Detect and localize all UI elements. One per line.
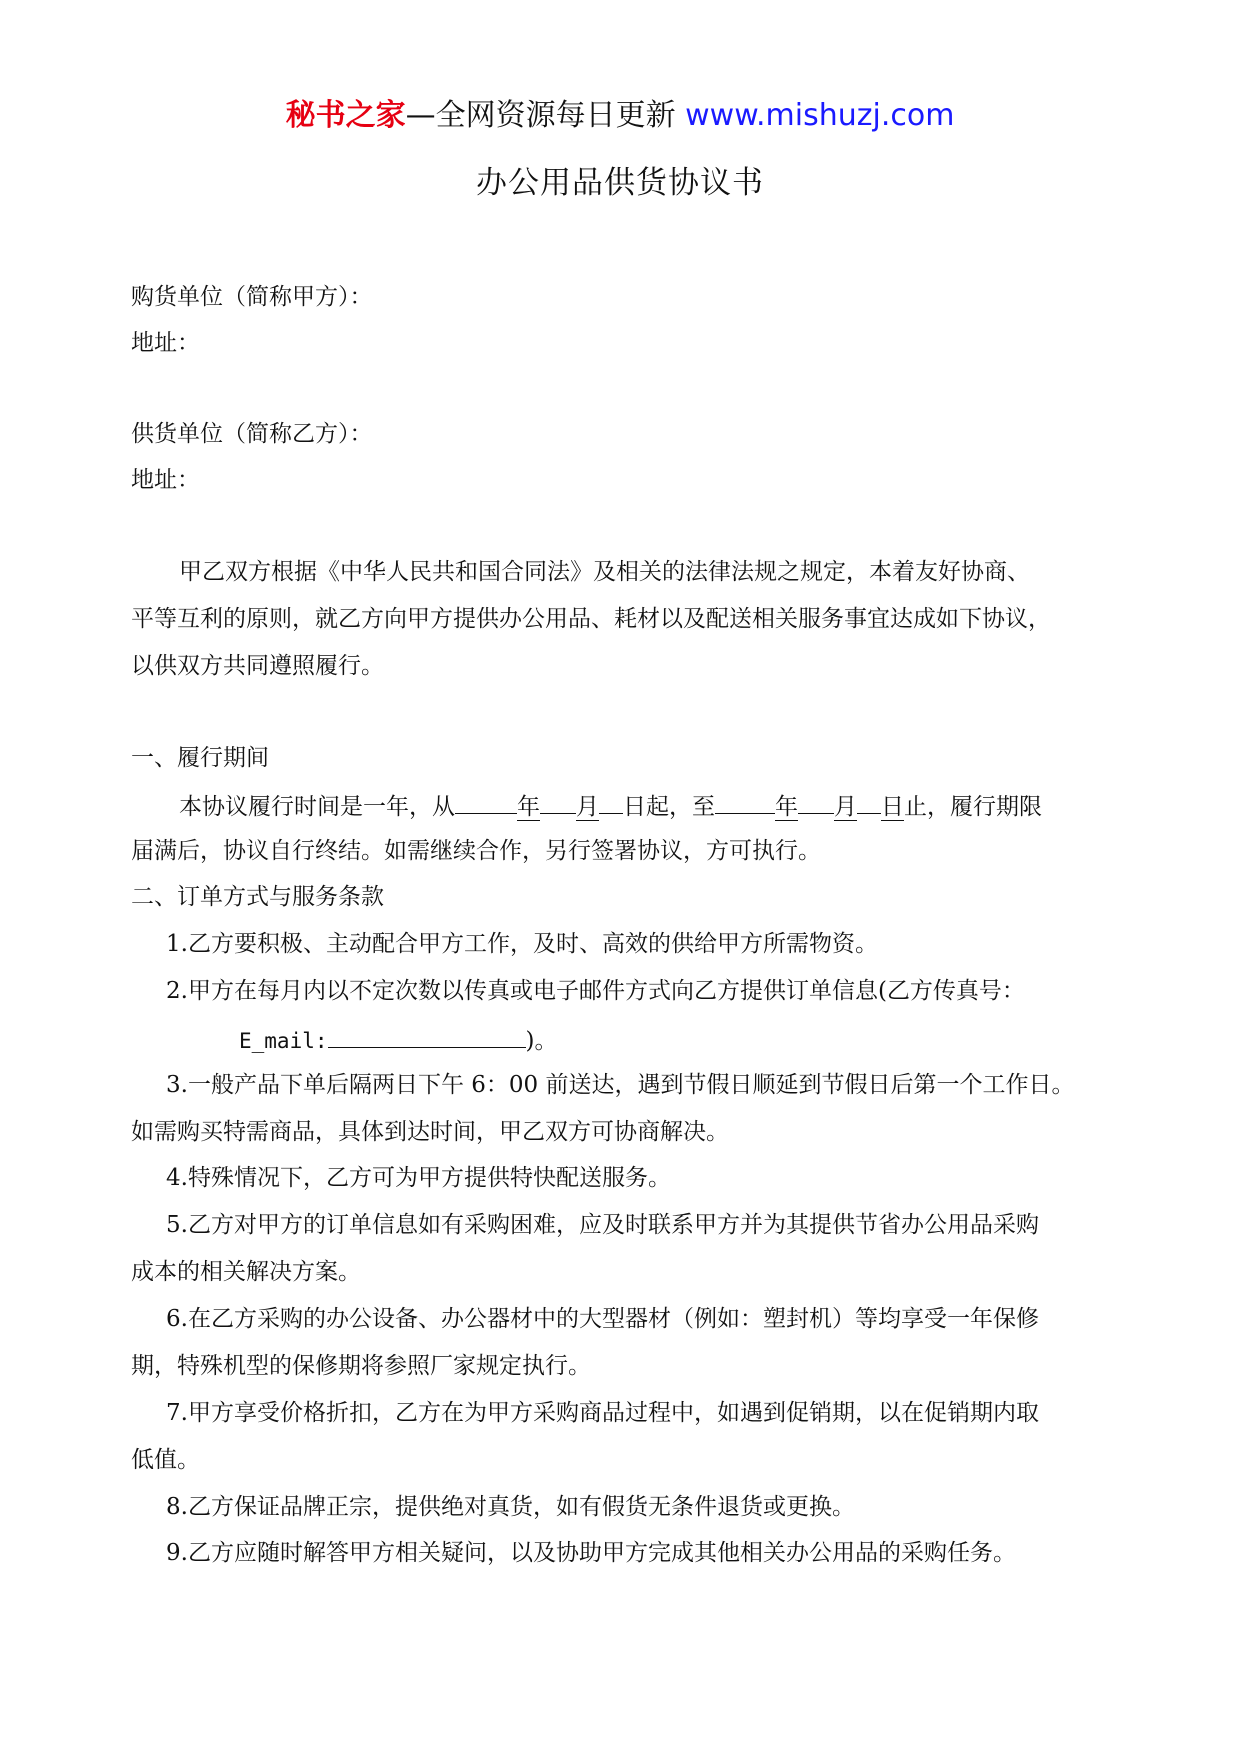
email-label: E_mail:: [239, 1029, 328, 1053]
document-title: 办公用品供货协议书: [476, 165, 764, 201]
end-month-blank[interactable]: [798, 789, 834, 814]
clause-6-line-1: 6.在乙方采购的办公设备、办公器材中的大型器材（例如：塑封机）等均享受一年保修: [166, 1306, 1039, 1332]
clause-1: 1.乙方要积极、主动配合甲方工作，及时、高效的供给甲方所需物资。: [166, 931, 878, 957]
banner-url-link[interactable]: www.mishuzj.com: [685, 98, 955, 133]
site-banner: [0, 96, 1240, 136]
buyer-address-label: 地址：: [131, 330, 200, 356]
intro-line-3: 以供双方共同遵照履行。: [131, 653, 384, 679]
end-year-blank[interactable]: [715, 789, 775, 814]
clause-8: 8.乙方保证品牌正宗，提供绝对真货，如有假货无条件退货或更换。: [166, 1494, 855, 1520]
email-line: [239, 1023, 1239, 1056]
end-day-blank[interactable]: [857, 789, 881, 814]
intro-line-1: 甲乙双方根据《中华人民共和国合同法》及相关的法律法规之规定，本着友好协商、: [179, 559, 1030, 585]
clause-6-line-2: 期，特殊机型的保修期将参照厂家规定执行。: [131, 1353, 591, 1379]
start-day-blank[interactable]: [599, 789, 623, 814]
start-month-blank[interactable]: [540, 789, 576, 814]
section1-line-2: 届满后，协议自行终结。如需继续合作，另行签署协议，方可执行。: [131, 838, 821, 864]
period-day-to: 日: [881, 794, 904, 820]
banner-slogan: —全网资源每日更新: [405, 98, 676, 133]
clause-3-line-2: 如需购买特需商品，具体到达时间，甲乙双方可协商解决。: [131, 1119, 729, 1145]
start-year-unit: 年: [517, 794, 540, 820]
end-month-unit: 月: [834, 794, 857, 820]
clause-9: 9.乙方应随时解答甲方相关疑问，以及协助甲方完成其他相关办公用品的采购任务。: [166, 1540, 1016, 1566]
period-day-from: 日起，至: [623, 794, 715, 820]
period-text-end: 止，履行期限: [904, 794, 1042, 820]
period-text-start: 本协议履行时间是一年，从: [179, 794, 455, 820]
clause-7-line-2: 低值。: [131, 1447, 200, 1473]
buyer-label: 购货单位（简称甲方）：: [131, 284, 373, 310]
clause-3-line-1: 3.一般产品下单后隔两日下午 6：00 前送达，遇到节假日顺延到节假日后第一个工作日。: [166, 1072, 1075, 1098]
intro-line-2: 平等互利的原则，就乙方向甲方提供办公用品、耗材以及配送相关服务事宜达成如下协议，: [131, 606, 1051, 632]
clause-4: 4.特殊情况下，乙方可为甲方提供特快配送服务。: [166, 1165, 671, 1191]
start-month-unit: 月: [576, 794, 599, 820]
start-year-blank[interactable]: [455, 789, 517, 814]
seller-address-label: 地址：: [131, 467, 200, 493]
clause-7-line-1: 7.甲方享受价格折扣，乙方在为甲方采购商品过程中，如遇到促销期，以在促销期内取: [166, 1400, 1039, 1426]
clause-2: 2.甲方在每月内以不定次数以传真或电子邮件方式向乙方提供订单信息(乙方传真号：: [166, 978, 1025, 1004]
end-year-unit: 年: [775, 794, 798, 820]
clause-5-line-2: 成本的相关解决方案。: [131, 1259, 361, 1285]
seller-label: 供货单位（简称乙方）：: [131, 421, 373, 447]
email-blank[interactable]: [328, 1023, 526, 1048]
clause-5-line-1: 5.乙方对甲方的订单信息如有采购困难，应及时联系甲方并为其提供节省办公用品采购: [166, 1212, 1039, 1238]
section2-heading: 二、订单方式与服务条款: [131, 884, 384, 910]
email-end: )。: [525, 1028, 558, 1054]
banner-brand: 秘书之家: [285, 98, 406, 133]
section1-heading: 一、履行期间: [131, 745, 269, 771]
section1-period-line: [179, 789, 1179, 822]
